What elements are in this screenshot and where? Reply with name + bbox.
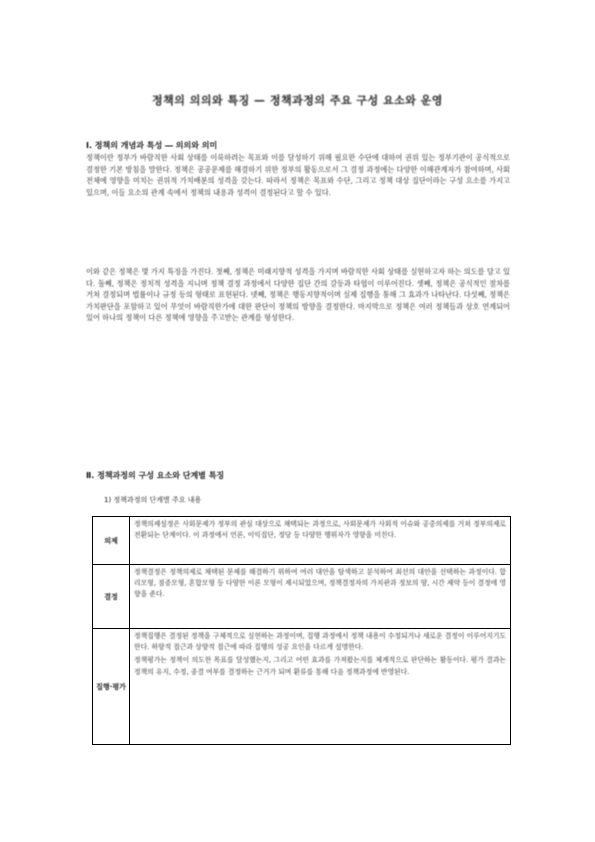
body-paragraph-2: 이와 같은 정책은 몇 가지 특징을 가진다. 첫째, 정책은 미래지향적 성격을 가지며 바람직한 사회 상태를 실현하고자 하는 의도를 담고 있다. 둘째, 정책은 정치적 성격을 지니며 정책 결정 과정에서 다양한 집단 간의 갈등과 타협이 이루어진다. 셋째, 정책은 공식적인 절차를 거쳐 결정되며 법률이나 규정 등의 형태로 표현된다. 넷째, 정책은 행동지향적이며 실제 집행을 통해 그 효과가 나타난다. 다섯째, 정책은 가치판단을 포함하고 있어 무엇이 바람직한가에 대한 판단이 정책의 방향을 결정한다. 마지막으로 정책은 여러 정책들과 상호 연계되어 있어 하나의 정책이 다른 정책에 영향을 주고받는 관계를 형성한다. — [86, 267, 510, 323]
subsection-heading: 1) 정책과정의 단계별 주요 내용 — [104, 496, 202, 504]
process-table — [92, 516, 511, 745]
section-heading-1: Ⅰ. 정책의 개념과 특성 ― 의의와 의미 — [86, 141, 218, 150]
row-content — [130, 629, 511, 745]
table-row — [93, 629, 511, 745]
row-paragraph: 정책집행은 결정된 정책을 구체적으로 실현하는 과정이며, 집행 과정에서 정책 내용이 수정되거나 새로운 결정이 이루어지기도 한다. 하향적 접근과 상향적 접근에 따라 집행의 성공 요인을 다르게 설명한다. — [134, 632, 506, 652]
row-label: 집행·평가 — [93, 629, 130, 745]
body-paragraph-1: 정책이란 정부가 바람직한 사회 상태를 이룩하려는 목표와 이를 달성하기 위해 필요한 수단에 대하여 권위 있는 정부기관이 공식적으로 결정한 기본 방침을 말한다. 정책은 공공문제를 해결하기 위한 정부의 활동으로서 그 결정 과정에는 다양한 이해관계자가 참여하며, 사회 전체에 영향을 미치는 권위적 가치배분의 성격을 갖는다. 따라서 정책은 목표와 수단, 그리고 정책 대상 집단이라는 구성 요소를 가지고 있으며, 이들 요소의 관계 속에서 정책의 내용과 성격이 결정된다고 할 수 있다. — [86, 153, 510, 197]
row-paragraph: 정책의제설정은 사회문제가 정부의 관심 대상으로 채택되는 과정으로, 사회문제가 사회적 이슈와 공중의제를 거쳐 정부의제로 전환되는 단계이다. 이 과정에서 언론, 이익집단, 정당 등 다양한 행위자가 영향을 미친다. — [134, 520, 506, 540]
section-heading-2: Ⅱ. 정책과정의 구성 요소와 단계별 특징 — [86, 471, 225, 480]
row-label: 의제 — [93, 517, 130, 565]
row-label: 결정 — [93, 565, 130, 629]
row-content — [130, 565, 511, 629]
table-row — [93, 517, 511, 565]
document-title: 정책의 의의와 특징 — 정책과정의 주요 구성 요소와 운영 — [152, 94, 443, 107]
row-paragraph: 정책결정은 정책의제로 채택된 문제를 해결하기 위하여 여러 대안을 탐색하고 분석하여 최선의 대안을 선택하는 과정이다. 합리모형, 점증모형, 혼합모형 등 다양한 이론 모형이 제시되었으며, 정책결정자의 가치관과 정보의 양, 시간 제약 등이 결정에 영향을 준다. — [134, 568, 506, 599]
table-row — [93, 565, 511, 629]
row-paragraph: 정책평가는 정책이 의도한 목표를 달성했는지, 그리고 어떤 효과를 가져왔는지를 체계적으로 판단하는 활동이다. 평가 결과는 정책의 유지, 수정, 종결 여부를 결정하는 근거가 되며 환류를 통해 다음 정책과정에 반영된다. — [134, 656, 506, 676]
row-content — [130, 517, 511, 565]
